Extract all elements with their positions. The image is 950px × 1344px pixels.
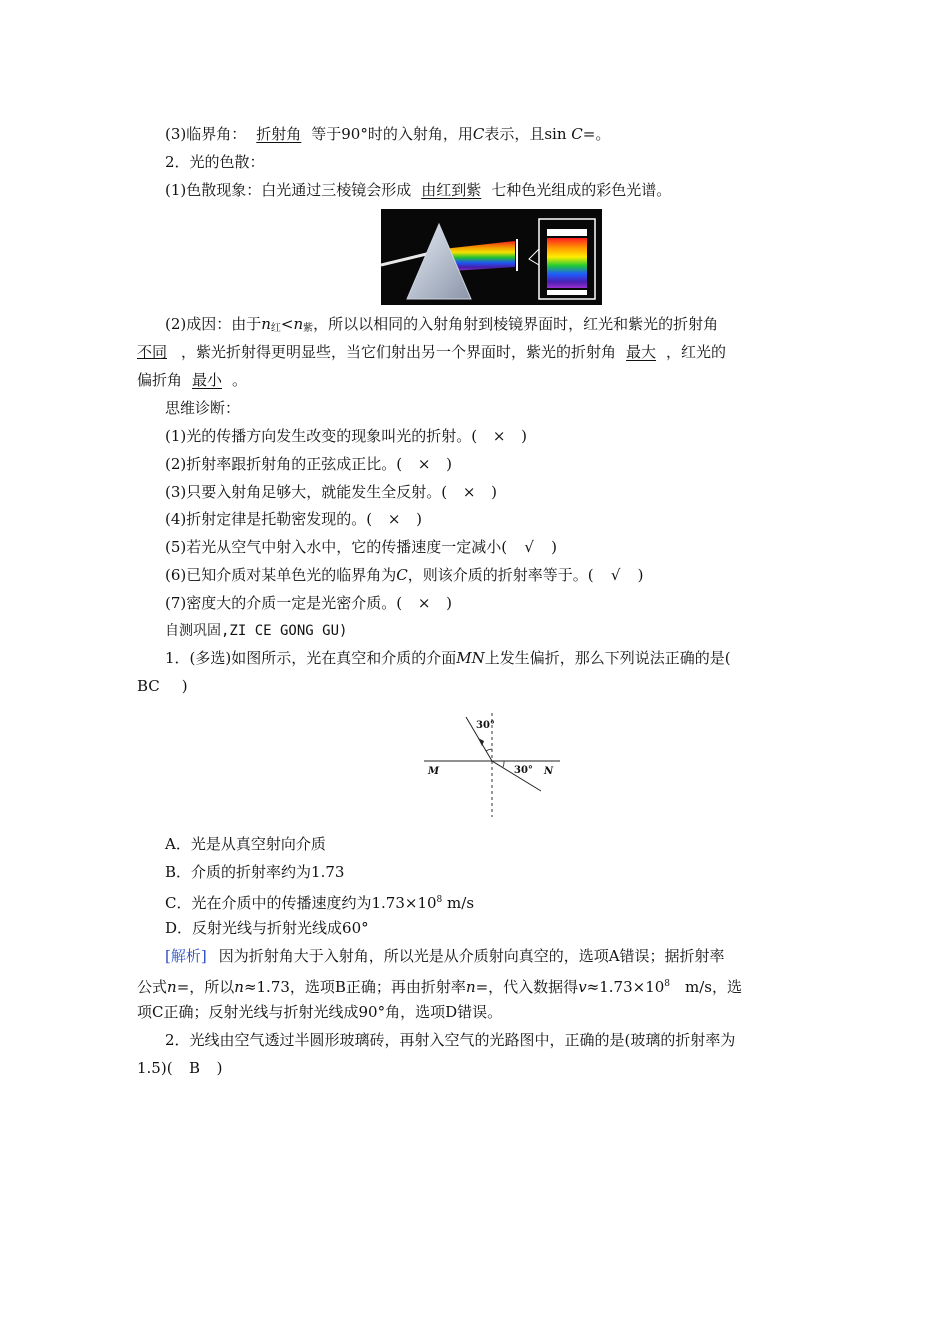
prism-dispersion-figure: [381, 209, 602, 305]
subscript-violet: 紫: [303, 323, 314, 334]
analysis-text: 公式: [137, 978, 168, 996]
var-n: n: [293, 315, 304, 333]
judgement-mark: ×: [462, 483, 476, 501]
diagnosis-item: [165, 426, 527, 446]
cause-line-2: [137, 342, 726, 362]
prism-svg: [381, 209, 602, 305]
q1-answer: BC: [137, 677, 160, 695]
exponent: 8: [664, 979, 671, 989]
paren-close: ): [521, 427, 527, 445]
diagnosis-item: [165, 482, 497, 502]
analysis-line-2: [137, 974, 742, 997]
paren-close: ): [416, 510, 422, 528]
cause-middle: ，所以以相同的入射角射到棱镜界面时，红光和紫光的折射角: [313, 315, 719, 333]
item-text2: ，则该介质的折射率等于。(: [407, 566, 594, 584]
paren-close: ): [446, 455, 452, 473]
judgement-mark: ×: [417, 455, 431, 473]
item-text: (7)密度大的介质一定是光密介质。(: [165, 594, 403, 612]
var-n: n: [465, 978, 476, 996]
item-text: (3)只要入射角足够大，就能发生全反射。(: [165, 483, 448, 501]
analysis-line-1: [165, 946, 725, 966]
refraction-figure: [424, 713, 560, 817]
var-c: C: [472, 125, 485, 143]
exponent: 8: [436, 895, 443, 905]
interface-mn: MN: [456, 649, 485, 667]
analysis-text: =，所以: [176, 978, 235, 996]
judgement-mark: √: [524, 538, 534, 556]
diagnosis-item: [165, 454, 452, 474]
item-text: (6)已知介质对某单色光的临界角为: [165, 566, 397, 584]
paren-close: ): [491, 483, 497, 501]
q1-stem-a: 1．(多选)如图所示，光在真空和介质的介面: [165, 649, 457, 667]
cause-line-1: [165, 314, 730, 339]
angle-label-top: 30°: [476, 720, 495, 731]
answer-min: 最小: [192, 371, 223, 389]
self-test-heading: 自测巩固,ZI CE GONG GU): [165, 623, 348, 639]
var-v: v: [578, 978, 587, 996]
q2-stem-line2: 1.5)(: [137, 1059, 173, 1077]
diagnosis-heading: 思维诊断：: [165, 399, 241, 417]
paren-close: ): [181, 677, 188, 695]
item-text: (2)折射率跟折射角的正弦成正比。(: [165, 455, 403, 473]
critical-angle-prefix: (3)临界角：: [165, 125, 247, 143]
critical-angle-middle2: 表示，且sin: [484, 125, 572, 143]
cause-prefix: (2)成因：由于: [165, 315, 262, 333]
q1-answer-line: [137, 676, 188, 696]
analysis-text: m/s，选: [670, 978, 743, 996]
diagnosis-item: [165, 509, 422, 529]
label-m: M: [428, 766, 440, 777]
option-b: B．介质的折射率约为1.73: [165, 863, 345, 881]
paren-close: ): [446, 594, 452, 612]
item-text: (1)光的传播方向发生改变的现象叫光的折射。(: [165, 427, 478, 445]
paren-close: ): [216, 1059, 223, 1077]
analysis-text: ≈1.73×10: [586, 978, 665, 996]
analysis-tag: [解析]: [165, 947, 207, 965]
analysis-text: =，代入数据得: [475, 978, 579, 996]
option-d: D．反射光线与折射光线成60°: [165, 919, 369, 937]
judgement-mark: ×: [387, 510, 401, 528]
q2-stem-line1: 2．光线由空气透过半圆形玻璃砖，再射入空气的光路图中，正确的是(玻璃的折射率为: [165, 1031, 736, 1049]
subscript-red: 红: [270, 323, 281, 334]
unit: m/s: [442, 894, 475, 912]
judgement-mark: ×: [417, 594, 431, 612]
option-a: A．光是从真空射向介质: [165, 835, 326, 853]
angle-label-right: 30°: [514, 765, 533, 776]
critical-angle-suffix: =。: [582, 125, 611, 143]
less-than: <: [280, 315, 294, 333]
diagnosis-item: [165, 537, 557, 557]
phenomenon-answer: 由红到紫: [421, 181, 482, 199]
cause-end: 。: [232, 371, 248, 389]
diagnosis-item: [165, 565, 643, 585]
label-n: N: [544, 766, 554, 777]
option-c: [165, 890, 474, 913]
cause-middle3: ，红光的: [666, 343, 727, 361]
item-text: (4)折射定律是托勒密发现的。(: [165, 510, 373, 528]
item-text: (5)若光从空气中射入水中，它的传播速度一定减小(: [165, 538, 508, 556]
diagnosis-item: [165, 593, 452, 613]
q1-stem-line1: [165, 648, 731, 668]
critical-angle-answer: 折射角: [256, 125, 302, 143]
judgement-mark: √: [610, 566, 621, 584]
q1-stem-b: 上发生偏折，那么下列说法正确的是(: [484, 649, 731, 667]
var-c: C: [571, 125, 583, 143]
phenomenon-prefix: (1)色散现象：白光通过三棱镜会形成: [165, 181, 412, 199]
dispersion-heading: 2．光的色散：: [165, 153, 265, 171]
phenomenon-suffix: 七种色光组成的彩色光谱。: [491, 181, 672, 199]
dispersion-phenomenon-line: [165, 180, 671, 200]
critical-angle-line: [165, 124, 610, 144]
var-n: n: [167, 978, 177, 996]
refraction-svg: [424, 713, 560, 817]
paren-close: ): [637, 566, 644, 584]
cause-middle2: ，紫光折射得更明显些，当它们射出另一个界面时，紫光的折射角: [181, 343, 617, 361]
q2-answer-line: [137, 1058, 222, 1078]
cause-line-3: [137, 370, 247, 390]
q2-answer: B: [189, 1059, 201, 1077]
answer-max: 最大: [626, 343, 657, 361]
var-n: n: [261, 315, 271, 333]
analysis-text: ≈1.73，选项B正确；再由折射率: [243, 978, 466, 996]
cause-line3-text: 偏折角: [137, 371, 183, 389]
option-c-text: C．光在介质中的传播速度约为1.73×10: [165, 894, 437, 912]
paren-close: ): [551, 538, 557, 556]
var-n: n: [234, 978, 244, 996]
var-c: C: [396, 566, 408, 584]
judgement-mark: ×: [492, 427, 506, 445]
critical-angle-middle: 等于90°时的入射角，用: [311, 125, 473, 143]
answer-different: 不同: [137, 343, 168, 361]
analysis-text-1: 因为折射角大于入射角，所以光是从介质射向真空的，选项A错误；据折射率: [218, 947, 725, 965]
analysis-line-3: 项C正确；反射光线与折射光线成90°角，选项D错误。: [137, 1003, 503, 1021]
